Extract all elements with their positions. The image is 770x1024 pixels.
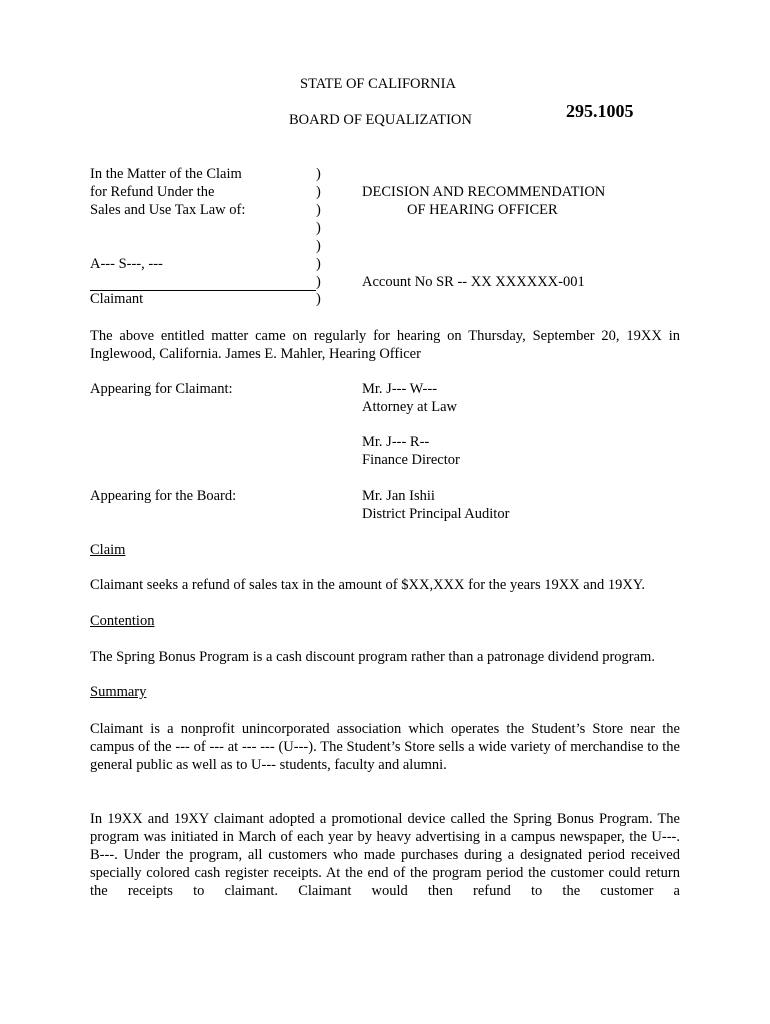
claimant-rep-1-name: Mr. J--- W--- [362, 381, 438, 397]
matter-line-1: In the Matter of the Claim [90, 166, 242, 182]
claimant-rep-2-name: Mr. J--- R-- [362, 434, 430, 450]
contention-heading: Contention [90, 613, 155, 629]
party-name: A--- S---, --- [90, 256, 163, 272]
claimant-underline [90, 290, 316, 291]
intro-paragraph: The above entitled matter came on regularly for hearing on Thursday, September 20, 19XX in Inglewood, California. James E. Mahler, Hearing Officer [90, 328, 680, 362]
caption-paren: ) [316, 184, 321, 200]
caption-paren: ) [316, 166, 321, 182]
summary-paragraph-2: In 19XX and 19XY claimant adopted a promotional device called the Spring Bonus Program. The program was initiated in March of each year by heavy advertising in a campus newspaper, the U---. B---. Under the program, all customers who made purchases during a designated period received specially colored cash register receipts. At the end of the program period the customer could return the receipts to claimant. Claimant would then refund to the customer a [90, 811, 680, 899]
claimant-rep-2-title: Finance Director [362, 452, 460, 468]
caption-paren: ) [316, 202, 321, 218]
board-rep-title: District Principal Auditor [362, 506, 510, 522]
board-rep-name: Mr. Jan Ishii [362, 488, 435, 504]
summary-heading: Summary [90, 684, 147, 700]
claimant-label: Claimant [90, 291, 144, 307]
claimant-rep-1-title: Attorney at Law [362, 399, 458, 415]
decision-title-line-2: OF HEARING OFFICER [407, 202, 558, 218]
matter-line-2: for Refund Under the [90, 184, 215, 200]
claim-text: Claimant seeks a refund of sales tax in the amount of $XX,XXX for the years 19XX and 19XY. [90, 577, 646, 593]
caption-paren: ) [316, 238, 321, 254]
caption-paren: ) [316, 220, 321, 236]
matter-line-3: Sales and Use Tax Law of: [90, 202, 246, 218]
claim-heading: Claim [90, 542, 126, 558]
appearing-board-label: Appearing for the Board: [90, 488, 237, 504]
caption-paren: ) [316, 256, 321, 272]
account-number: Account No SR -- XX XXXXXX-001 [362, 274, 585, 290]
state-heading: STATE OF CALIFORNIA [300, 76, 456, 92]
appearing-claimant-label: Appearing for Claimant: [90, 381, 233, 397]
caption-paren: ) [316, 274, 321, 290]
document-number: 295.1005 [566, 101, 634, 121]
caption-paren: ) [316, 291, 321, 307]
summary-paragraph-1: Claimant is a nonprofit unincorporated association which operates the Student’s Store near the campus of the --- of --- at --- --- (U---). The Student’s Store sells a wide variety of merchandise to the general public as well as to U--- students, faculty and alumni. [90, 721, 680, 773]
board-heading: BOARD OF EQUALIZATION [289, 112, 472, 128]
contention-text: The Spring Bonus Program is a cash discount program rather than a patronage dividend program. [90, 649, 655, 665]
decision-title-line-1: DECISION AND RECOMMENDATION [362, 184, 606, 200]
